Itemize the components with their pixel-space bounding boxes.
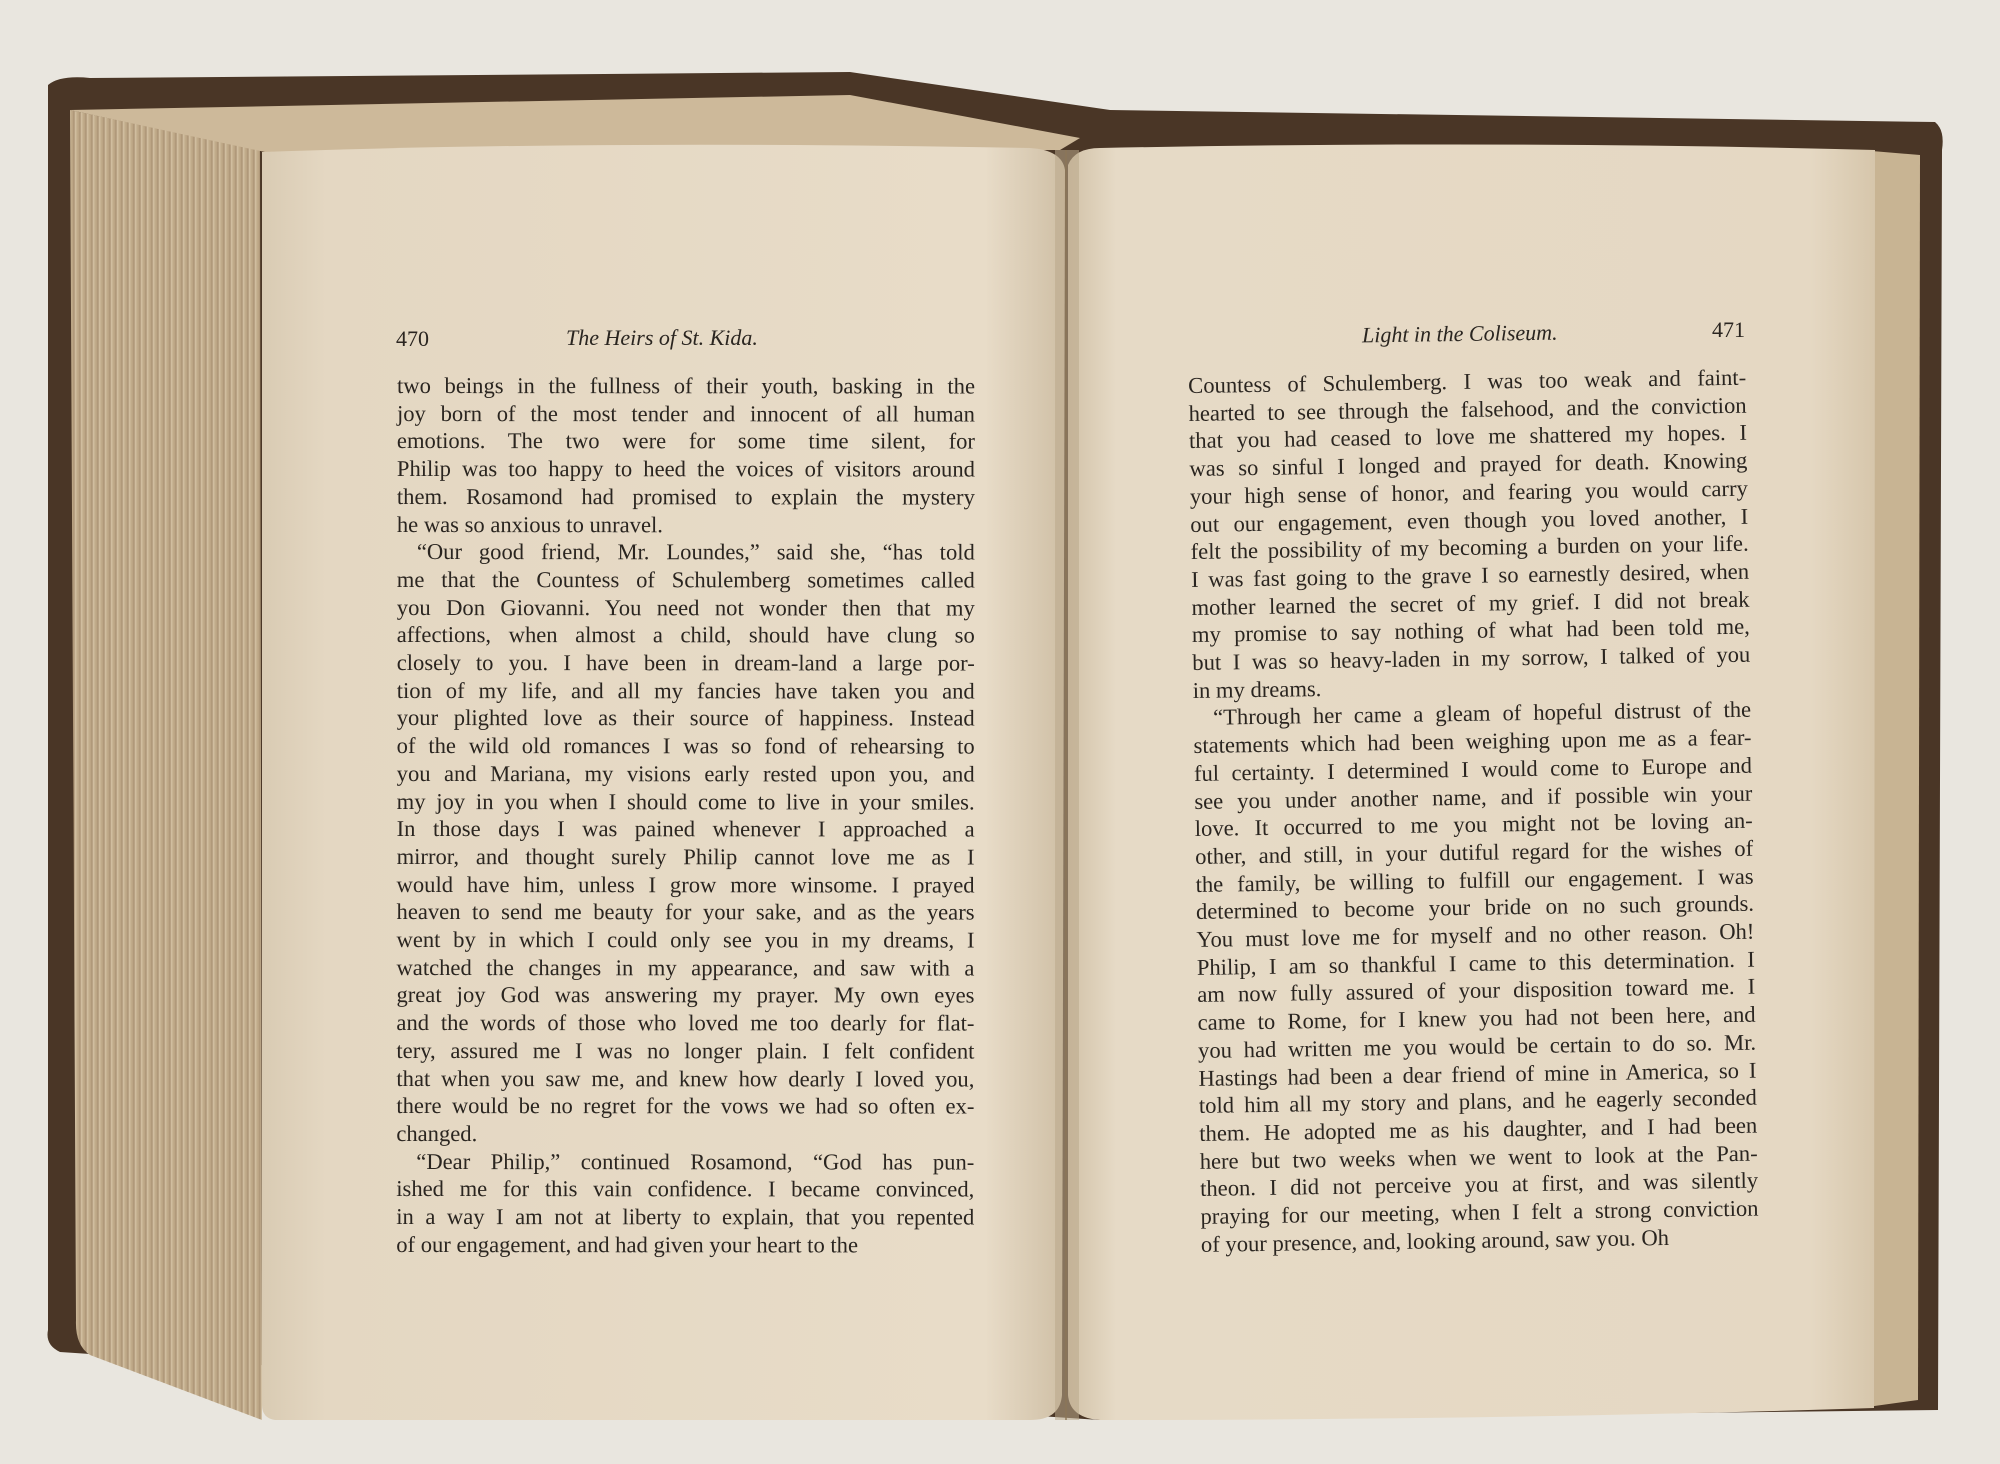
text-line: tery, assured me I was no longer plain. I felt confident	[396, 1037, 975, 1064]
text-line: he was so anxious to unravel.	[396, 511, 663, 537]
text-line: them. Rosamond had promised to explain the mystery	[396, 483, 975, 510]
text-line: tion of my life, and all my fancies have taken you and	[396, 677, 975, 704]
text-line: great joy God was answering my prayer. My own eyes	[396, 982, 975, 1008]
paragraph	[396, 1148, 974, 1259]
text-line: ful certainty. I determined I would come to Europe and	[1193, 752, 1753, 786]
text-line: praying for our meeting, when I felt a strong conviction	[1200, 1195, 1759, 1229]
text-line: felt the possibility of my becoming a burden on your life.	[1190, 530, 1749, 565]
text-line: was so sinful I longed and prayed for death. Knowing	[1189, 447, 1748, 482]
text-line: of your presence, and, looking around, saw you. Oh	[1200, 1224, 1670, 1257]
text-line: came to Rome, for I knew you had not been here, and	[1197, 1001, 1756, 1036]
text-line: your high sense of honor, and fearing you would carry	[1189, 475, 1748, 509]
text-line: here but two weeks when we went to look at the Pan-	[1199, 1140, 1758, 1174]
text-line: “Our good friend, Mr. Loundes,” said she, “has told	[416, 539, 975, 565]
text-line: love. It occurred to me you might not be loving an-	[1194, 807, 1753, 842]
text-line: You must love me for myself and no other reason. Oh!	[1196, 918, 1755, 952]
paragraph	[396, 538, 975, 1148]
text-line: them. He adopted me as his daughter, and I had been	[1199, 1112, 1758, 1146]
text-line: would have him, unless I grow more winsome. I prayed	[396, 871, 975, 898]
text-line: hearted to see through the falsehood, and the conviction	[1188, 392, 1747, 426]
text-line: in my dreams.	[1192, 675, 1322, 703]
text-line: out our engagement, even though you loved another, I	[1190, 503, 1749, 537]
text-line: other, and still, in your dutiful regard for the wishes of	[1195, 835, 1754, 869]
text-line: joy born of the most tender and innocent of all human	[396, 400, 975, 427]
text-line: ished me for this vain confidence. I became convinced,	[396, 1176, 975, 1202]
text-line: me that the Countess of Schulemberg sometimes called	[396, 566, 975, 593]
left-running-title: The Heirs of St. Kida.	[566, 325, 758, 350]
text-line: statements which had been weighing upon me as a fear-	[1193, 724, 1752, 759]
text-line: changed.	[396, 1120, 478, 1147]
text-line: my promise to say nothing of what had been told me,	[1191, 614, 1751, 648]
text-line: you and Mariana, my visions early rested upon you, and	[396, 760, 975, 787]
text-line: and the words of those who loved me too dearly for flat-	[396, 1010, 975, 1036]
text-line: Hastings had been a dear friend of mine in America, so I	[1198, 1057, 1757, 1091]
text-line: you had written me you would be certain to do so. Mr.	[1197, 1029, 1757, 1063]
text-line: affections, when almost a child, should have clung so	[396, 622, 975, 648]
paragraph	[1188, 364, 1751, 705]
text-line: Philip was too happy to heed the voices of visitors around	[396, 456, 975, 482]
text-line: closely to you. I have been in dream-land a large por-	[396, 650, 975, 676]
paragraph	[397, 372, 975, 539]
text-line: that you had ceased to love me shattered my hopes. I	[1188, 420, 1748, 454]
right-running-title: Light in the Coliseum.	[1361, 319, 1558, 348]
text-line: am now fully assured of your disposition toward me. I	[1197, 974, 1756, 1008]
left-page-body	[396, 372, 975, 1259]
text-line: my joy in you when I should come to live in your smiles.	[396, 788, 975, 815]
text-line: watched the changes in my appearance, and saw with a	[396, 954, 975, 981]
text-line: determined to become your bride on no such grounds.	[1195, 891, 1755, 925]
text-line: went by in which I could only see you in my dreams, I	[396, 927, 975, 953]
paragraph	[1193, 696, 1759, 1258]
text-line: Philip, I am so thankful I came to this determination. I	[1196, 946, 1755, 980]
text-line: “Dear Philip,” continued Rosamond, “God has pun-	[416, 1148, 975, 1175]
right-page-number: 471	[1712, 317, 1745, 342]
text-line: two beings in the fullness of their youth, basking in the	[396, 373, 975, 399]
text-line: I was fast going to the grave I so earnestly desired, when	[1190, 558, 1750, 592]
text-line: of our engagement, and had given your heart to the	[396, 1231, 859, 1258]
text-line: there would be no regret for the vows we had so often ex-	[396, 1093, 975, 1119]
left-page-number: 470	[396, 326, 429, 351]
text-line: of the wild old romances I was so fond of rehearsing to	[396, 733, 975, 759]
text-line: Countess of Schulemberg. I was too weak and faint-	[1188, 364, 1747, 398]
text-line: you Don Giovanni. You need not wonder then that my	[396, 594, 975, 621]
left-page-edges	[70, 110, 262, 1420]
right-page-body	[1188, 364, 1759, 1259]
text-line: see you under another name, and if possible win your	[1194, 780, 1753, 814]
text-line: the family, be willing to fulfill our engagement. I was	[1195, 863, 1754, 897]
text-line: theon. I did not perceive you at first, and was silently	[1199, 1168, 1759, 1202]
text-line: your plighted love as their source of happiness. Instead	[396, 705, 975, 731]
text-line: mother learned the secret of my grief. I did not break	[1191, 586, 1750, 620]
text-line: that when you saw me, and knew how dearly I loved you,	[396, 1065, 975, 1092]
text-line: “Through her came a gleam of hopeful distrust of the	[1212, 697, 1752, 731]
text-line: emotions. The two were for some time silent, for	[396, 428, 975, 454]
text-line: mirror, and thought surely Philip cannot love me as I	[396, 843, 975, 870]
text-line: but I was so heavy-laden in my sorrow, I talked of you	[1192, 641, 1751, 675]
text-line: told him all my story and plans, and he eagerly seconded	[1198, 1084, 1758, 1119]
text-line: heaven to send me beauty for your sake, and as the years	[396, 899, 975, 925]
text-line: in a way I am not at liberty to explain, that you repented	[396, 1204, 975, 1230]
text-line: In those days I was pained whenever I approached a	[396, 816, 975, 842]
